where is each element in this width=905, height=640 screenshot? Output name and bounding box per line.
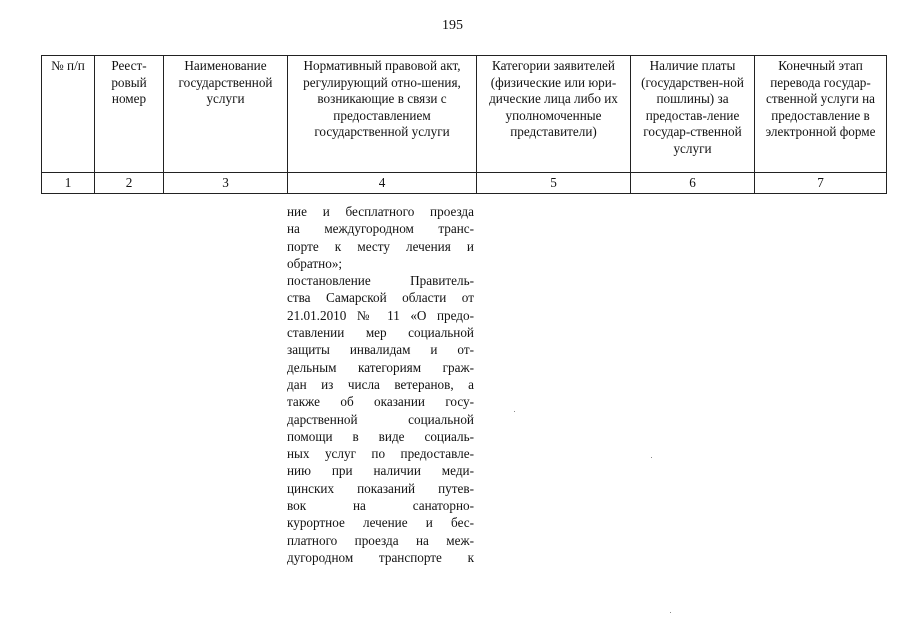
header-cell-applicant-categories: Категории заявителей (физические или юри-дические лица либо их уполномоченные представители): [477, 56, 631, 173]
header-cell-fee: Наличие платы (государствен-ной пошлины) за предостав-ление государ-ственной услуги: [631, 56, 755, 173]
header-cell-final-stage: Конечный этап перевода государ-ственной услуги на предоставление в электронной форме: [755, 56, 887, 173]
text-line: ства Самарской области от: [287, 290, 474, 306]
text-line: дельным категориям граж-: [287, 359, 474, 375]
column-number-cell: 1: [42, 173, 95, 194]
scan-speck: [651, 457, 652, 458]
text-line: дан из числа ветеранов, а: [287, 376, 474, 392]
legal-act-continuation-text: [287, 203, 474, 566]
column-number-cell: 5: [477, 173, 631, 194]
text-line: платного проезда на меж-: [287, 532, 474, 548]
text-line: на междугородном транс-: [287, 221, 474, 237]
header-cell-registry-number: Реест-ровый номер: [95, 56, 164, 173]
scan-speck: [670, 612, 671, 613]
text-line: обратно»;: [287, 255, 343, 271]
column-number-cell: 4: [288, 173, 477, 194]
scan-speck: [514, 411, 515, 412]
header-cell-index: № п/п: [42, 56, 95, 173]
header-row: [42, 56, 887, 173]
column-number-row: [42, 173, 887, 194]
table-header: [42, 56, 887, 173]
text-line: постановление Правитель-: [287, 273, 474, 289]
text-line: 21.01.2010 № 11 «О предо-: [287, 307, 474, 323]
page-number: 195: [442, 18, 463, 33]
text-line: также об оказании госу-: [287, 394, 474, 410]
text-line: дугородном транспорте к: [287, 549, 474, 565]
text-line: ных услуг по предоставле-: [287, 446, 474, 462]
text-line: ние и бесплатного проезда: [287, 204, 474, 219]
header-cell-service-name: Наименование государственной услуги: [164, 56, 288, 173]
text-line: курортное лечение и бес-: [287, 515, 474, 531]
text-line: помощи в виде социаль-: [287, 428, 474, 444]
column-number-cell: 7: [755, 173, 887, 194]
column-number-cell: 2: [95, 173, 164, 194]
text-line: защиты инвалидам и от-: [287, 342, 474, 358]
text-line: нию при наличии меди-: [287, 463, 474, 479]
text-line: цинских показаний путев-: [287, 480, 474, 496]
text-line: ставлении мер социальной: [287, 325, 474, 341]
registry-table: [41, 55, 887, 194]
text-line: дарственной социальной: [287, 411, 474, 427]
column-number-cell: 3: [164, 173, 288, 194]
header-cell-legal-act: Нормативный правовой акт, регулирующий отно-шения, возникающие в связи с предоставлением государственной услуги: [288, 56, 477, 173]
text-line: вок на санаторно-: [287, 498, 474, 514]
column-number-cell: 6: [631, 173, 755, 194]
text-line: порте к месту лечения и: [287, 238, 474, 254]
